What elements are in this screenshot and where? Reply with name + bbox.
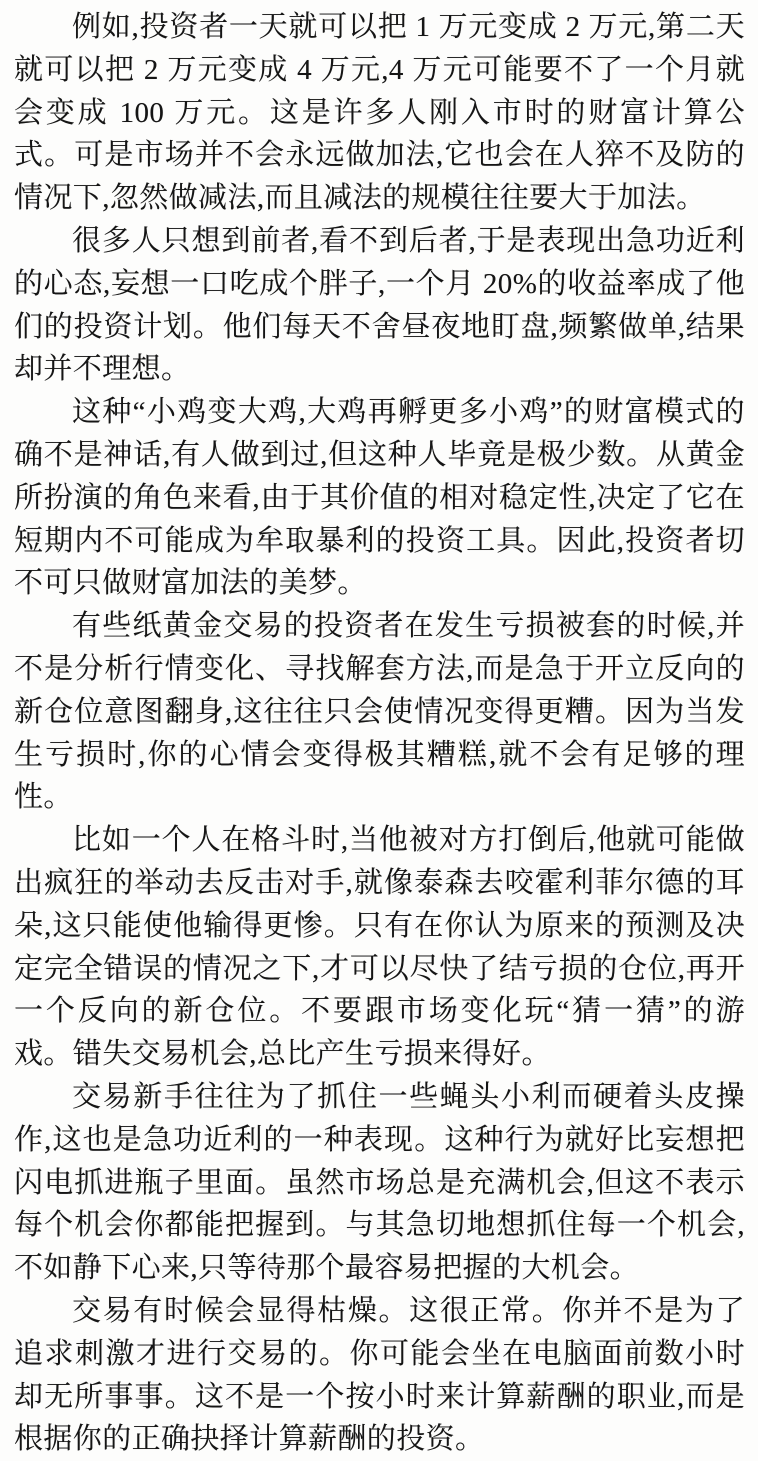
paragraph-2: 很多人只想到前者,看不到后者,于是表现出急功近利的心态,妄想一口吃成个胖子,一个月 20%的收益率成了他们的投资计划。他们每天不舍昼夜地盯盘,频繁做单,结果却并不理想。 <box>14 224 745 386</box>
paragraph-4: 有些纸黄金交易的投资者在发生亏损被套的时候,并不是分析行情变化、寻找解套方法,而是急于开立反向的新仓位意图翻身,这往往只会使情况变得更糟。因为当发生亏损时,你的心情会变得极其糟糕,就不会有足够的理性。 <box>14 610 745 814</box>
paragraph-6: 交易新手往往为了抓住一些蝇头小利而硬着头皮操作,这也是急功近利的一种表现。这种行为就好比妄想把闪电抓进瓶子里面。虽然市场总是充满机会,但这不表示每个机会你都能把握到。与其急切地想抓住每一个机会,不如静下心来,只等待那个最容易把握的大机会。 <box>14 1080 745 1285</box>
paragraph-1: 例如,投资者一天就可以把 1 万元变成 2 万元,第二天就可以把 2 万元变成 4 万元,4 万元可能要不了一个月就会变成 100 万元。这是许多人刚入市时的财富计算公式。可是市场并不会永远做加法,它也会在人猝不及防的情况下,忽然做减法,而且减法的规模往往要大于加法。 <box>14 11 745 215</box>
paragraph-3: 这种“小鸡变大鸡,大鸡再孵更多小鸡”的财富模式的确不是神话,有人做到过,但这种人毕竟是极少数。从黄金所扮演的角色来看,由于其价值的相对稳定性,决定了它在短期内不可能成为牟取暴利的投资工具。因此,投资者切不可只做财富加法的美梦。 <box>14 396 745 600</box>
paragraph-7: 交易有时候会显得枯燥。这很正常。你并不是为了追求刺激才进行交易的。你可能会坐在电脑面前数小时却无所事事。这不是一个按小时来计算薪酬的职业,而是根据你的正确抉择计算薪酬的投资。 <box>14 1294 745 1456</box>
paragraph-5: 比如一个人在格斗时,当他被对方打倒后,他就可能做出疯狂的举动去反击对手,就像泰森去咬霍利菲尔德的耳朵,这只能使他输得更惨。只有在你认为原来的预测及决定完全错误的情况之下,才可以尽快了结亏损的仓位,再开一个反向的新仓位。不要跟市场变化玩“猜一猜”的游戏。错失交易机会,总比产生亏损来得好。 <box>14 824 745 1071</box>
